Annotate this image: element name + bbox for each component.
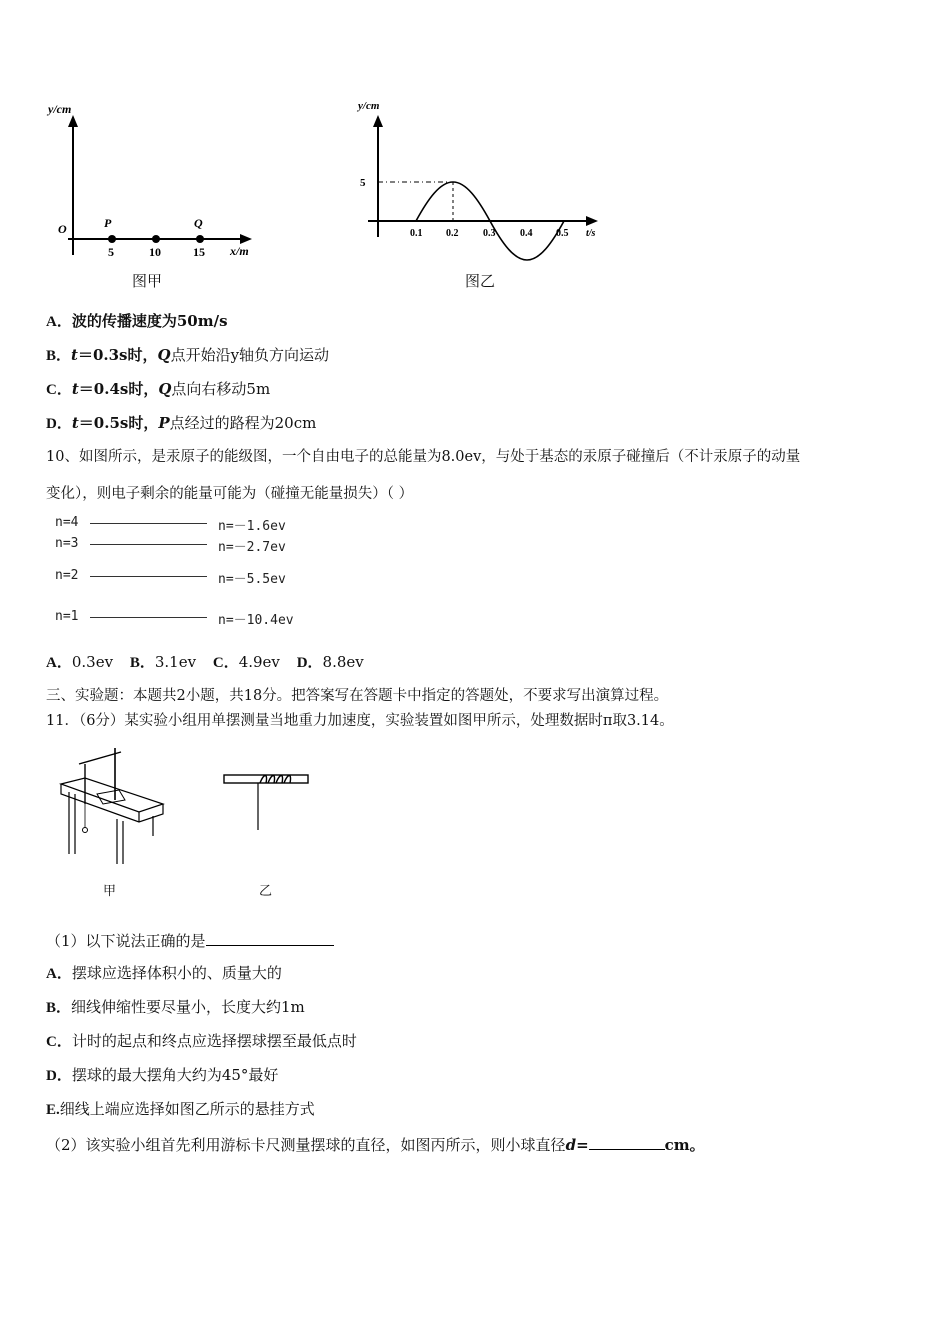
fig-yi-tick: 0.3	[483, 228, 496, 239]
q9-option-c: C．t＝0.4s时，Q点向右移动5m	[46, 380, 271, 398]
fig-jia-tick: 5	[108, 245, 114, 259]
q9-option-b: B．t＝0.3s时，Q点开始沿y轴负方向运动	[46, 346, 330, 364]
level-line	[90, 523, 207, 524]
section-3-heading: 三、实验题：本题共2小题，共18分。把答案写在答题卡中指定的答题处，不要求写出演算过程。	[46, 688, 669, 704]
fig-yi-amplitude: 5	[360, 177, 366, 189]
level-label: n=2	[55, 568, 79, 583]
fig-jia-point-q: Q	[194, 216, 203, 230]
fig-jia-point-p: P	[104, 216, 112, 230]
q11-intro: 11．（6分）某实验小组用单摆测量当地重力加速度，实验装置如图甲所示，处理数据时π取3.14。	[46, 713, 674, 729]
level-energy: n=－10.4ev	[218, 613, 294, 628]
fig-yi-tick: 0.2	[446, 228, 459, 239]
fig-jia-y-label: y/cm	[48, 102, 72, 116]
level-energy: n=－5.5ev	[218, 572, 286, 587]
fig-jia-tick: 15	[193, 245, 205, 259]
level-line	[90, 617, 207, 618]
q11-sub2: （2）该实验小组首先利用游标卡尺测量摆球的直径，如图丙所示，则小球直径d= cm。	[46, 1133, 705, 1155]
level-line	[90, 576, 207, 577]
q11-sub1: （1）以下说法正确的是	[46, 929, 334, 951]
level-energy: n=－1.6ev	[218, 519, 286, 534]
answer-blank-2[interactable]	[589, 1133, 665, 1150]
fig-jia-tick: 10	[149, 245, 161, 259]
q9-option-a: A．波的传播速度为50m/s	[46, 312, 228, 330]
level-label: n=1	[55, 609, 79, 624]
level-label: n=4	[55, 515, 79, 530]
fig-yi-y-label: y/cm	[358, 100, 380, 112]
level-line	[90, 544, 207, 545]
q9-option-d: D．t＝0.5s时，P点经过的路程为20cm	[46, 414, 317, 432]
fig-yi-tick: 0.4	[520, 228, 533, 239]
pendulum-setup-yi	[220, 770, 312, 835]
q10-options: A．0.3ev B．3.1ev C．4.9ev D．8.8ev	[46, 653, 364, 671]
pendulum-yi-caption: 乙	[259, 884, 273, 899]
answer-blank-1[interactable]	[206, 929, 334, 946]
level-energy: n=－2.7ev	[218, 540, 286, 555]
q11-option-e: E.细线上端应选择如图乙所示的悬挂方式	[46, 1100, 315, 1118]
figure-yi	[350, 95, 610, 270]
fig-jia-origin: O	[58, 222, 67, 236]
pendulum-setup-jia	[55, 742, 175, 867]
fig-yi-tick: 0.1	[410, 228, 423, 239]
q10-stem-line1: 10、如图所示，是汞原子的能级图，一个自由电子的总能量为8.0ev，与处于基态的汞原子碰撞后（不计汞原子的动量	[46, 449, 801, 465]
q11-option-c: C．计时的起点和终点应选择摆球摆至最低点时	[46, 1032, 357, 1050]
q11-option-d: D．摆球的最大摆角大约为45°最好	[46, 1066, 279, 1084]
fig-jia-x-label: x/m	[230, 244, 249, 258]
fig-jia-caption: 图甲	[132, 272, 163, 290]
q10-stem-line2: 变化），则电子剩余的能量可能为（碰撞无能量损失）（ ）	[46, 486, 414, 502]
q11-option-a: A．摆球应选择体积小的、质量大的	[46, 964, 282, 982]
q11-option-b: B．细线伸缩性要尽量小，长度大约1m	[46, 998, 305, 1016]
fig-yi-x-label: t/s	[586, 228, 596, 239]
pendulum-jia-caption: 甲	[103, 884, 117, 899]
level-label: n=3	[55, 536, 79, 551]
figure-jia	[40, 95, 270, 270]
fig-yi-tick: 0.5	[556, 228, 569, 239]
fig-yi-caption: 图乙	[465, 272, 496, 290]
